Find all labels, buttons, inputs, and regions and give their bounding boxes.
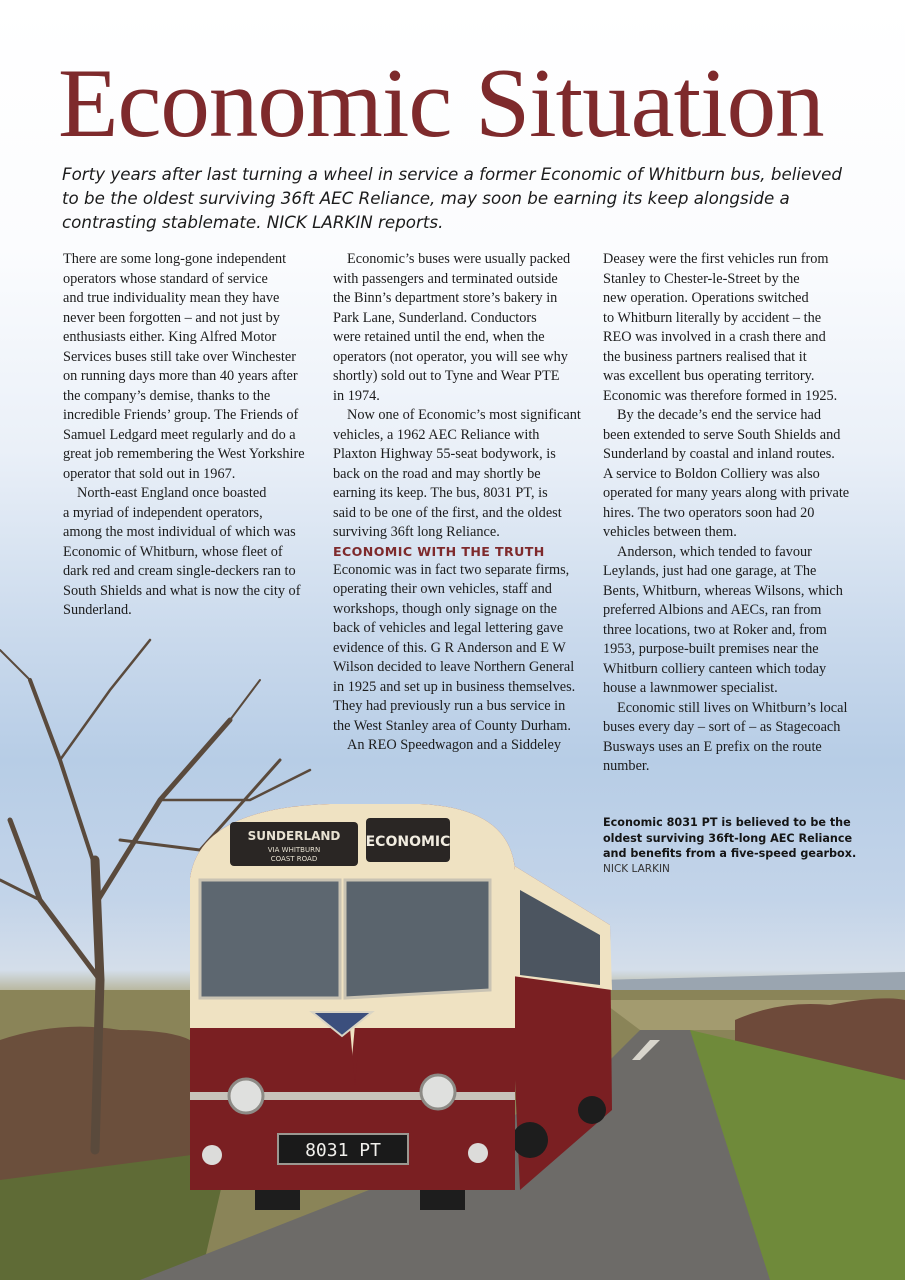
windscreen-right <box>345 880 490 998</box>
caption-line: Economic 8031 PT is believed to be the <box>603 816 851 829</box>
front-wheel-left <box>255 1190 300 1210</box>
text-line: with passengers and terminated outside <box>333 270 558 287</box>
text-line: Stanley to Chester-le-Street by the <box>603 270 800 287</box>
text-line: the West Stanley area of County Durham. <box>333 717 571 734</box>
text-line: Park Lane, Sunderland. Conductors <box>333 309 537 326</box>
registration-text: 8031 PT <box>305 1140 381 1161</box>
headlamp-left <box>229 1079 263 1113</box>
windscreen-left <box>200 880 340 998</box>
text-line: Anderson, which tended to favour <box>617 543 812 560</box>
text-line: operating their own vehicles, staff and <box>333 581 552 597</box>
text-line: enthusiasts either. King Alfred Motor <box>63 329 277 345</box>
text-line: Busways uses an E prefix on the route <box>603 738 822 755</box>
text-line: buses every day – sort of – as Stagecoach <box>603 719 841 735</box>
text-line: new operation. Operations switched <box>603 290 809 306</box>
text-line: hires. The two operators soon had 20 <box>603 504 815 521</box>
front-wheel-right <box>420 1190 465 1210</box>
text-line: evidence of this. G R Anderson and E W <box>333 639 566 656</box>
text-line: in 1974. <box>333 387 380 404</box>
text-line: operator that sold out in 1967. <box>63 465 236 482</box>
text-line: back on the road and may shortly be <box>333 465 541 482</box>
text-line: REO was involved in a crash there and <box>603 329 826 345</box>
text-line: They had previously run a bus service in <box>333 698 566 714</box>
text-line: An REO Speedwagon and a Siddeley <box>347 737 562 753</box>
text-line: incredible Friends’ group. The Friends of <box>63 407 299 423</box>
text-line: shortly) sold out to Tyne and Wear PTE <box>333 368 560 384</box>
fleet-name: ECONOMIC <box>365 834 451 850</box>
bus-back-wheel <box>578 1096 606 1124</box>
text-line: vehicles between them. <box>603 524 737 540</box>
destination-line-2: VIA WHITBURN <box>267 846 321 854</box>
caption-line: oldest surviving 36ft-long AEC Reliance <box>603 831 853 845</box>
text-line: on running days more than 40 years after <box>63 368 298 384</box>
text-line: and true individuality mean they have <box>63 290 280 306</box>
text-line: Leylands, just had one garage, at The <box>603 563 817 579</box>
paragraph <box>603 543 863 699</box>
text-line: North-east England once boasted <box>77 485 267 501</box>
text-line: operated for many years along with private <box>603 485 850 501</box>
article-title: Economic Situation <box>58 49 824 158</box>
text-line: back of vehicles and legal lettering gave <box>333 620 564 636</box>
text-line: were retained until the end, when the <box>333 329 545 345</box>
text-line: operators whose standard of service <box>63 270 268 287</box>
paragraph <box>333 250 588 406</box>
text-line: Economic still lives on Whitburn’s local <box>617 699 848 716</box>
photo-credit: NICK LARKIN <box>603 862 670 875</box>
paragraph <box>333 561 588 737</box>
paragraph <box>63 484 313 621</box>
text-line: Wilson decided to leave Northern General <box>333 659 575 675</box>
text-line: workshops, though only signage on the <box>333 600 557 617</box>
paragraph <box>603 699 863 777</box>
destination-line-3: COAST ROAD <box>270 855 318 863</box>
text-line: Economic was in fact two separate firms, <box>333 561 570 578</box>
text-line: was excellent bus operating territory. <box>603 368 815 384</box>
column-1 <box>63 250 313 621</box>
text-line: three locations, two at Roker and, from <box>603 621 827 638</box>
bus-rear-wheel <box>512 1122 548 1158</box>
text-line: the Binn’s department store’s bakery in <box>333 290 558 306</box>
text-line: By the decade’s end the service had <box>617 407 822 423</box>
text-line: Bents, Whitburn, whereas Wilsons, which <box>603 582 843 599</box>
column-2 <box>333 250 588 756</box>
text-line: preferred Albions and AECs, ran from <box>603 602 822 618</box>
text-line: There are some long-gone independent <box>63 251 287 267</box>
text-line: Now one of Economic’s most significant <box>347 407 581 423</box>
text-line: Economic was therefore formed in 1925. <box>603 387 838 404</box>
headlamp-right <box>421 1075 455 1109</box>
text-line: the company’s demise, thanks to the <box>63 387 271 404</box>
foglamp-left <box>202 1145 222 1165</box>
text-line: Samuel Ledgard meet regularly and do a <box>63 426 296 443</box>
paragraph <box>63 250 313 484</box>
text-line: Economic of Whitburn, whose fleet of <box>63 543 283 560</box>
text-line: to Whitburn literally by accident – the <box>603 309 822 326</box>
text-line: said to be one of the first, and the oldest <box>333 504 562 521</box>
text-line: among the most individual of which was <box>63 524 296 540</box>
text-line: been extended to serve South Shields and <box>603 426 841 443</box>
destination-line-1: SUNDERLAND <box>247 829 341 843</box>
text-line: Plaxton Highway 55-seat bodywork, is <box>333 446 556 462</box>
paragraph <box>333 406 588 543</box>
text-line: 1953, purpose-built premises near the <box>603 641 819 657</box>
paragraph <box>603 406 863 543</box>
text-line: Whitburn colliery canteen which today <box>603 660 827 677</box>
standfirst: Forty years after last turning a wheel in service a former Economic of Whitburn bus, believed to be the oldest surviving 36ft AEC Reliance, may soon be earning its keep alongside a contrasting stablemate. NICK LARKIN reports. <box>62 164 843 232</box>
text-line: Services buses still take over Winchester <box>63 348 297 365</box>
text-line: great job remembering the West Yorkshire <box>63 446 305 462</box>
column-3 <box>603 250 863 777</box>
text-line: dark red and cream single-deckers ran to <box>63 563 296 579</box>
text-line: a myriad of independent operators, <box>63 504 263 521</box>
text-line: operators (not operator, you will see why <box>333 348 568 365</box>
foglamp-right <box>468 1143 488 1163</box>
text-line: house a lawnmower specialist. <box>603 680 778 696</box>
text-line: the business partners realised that it <box>603 348 807 365</box>
text-line: in 1925 and set up in business themselves. <box>333 678 576 695</box>
caption-line: and benefits from a five-speed gearbox. <box>603 847 857 860</box>
text-line: South Shields and what is now the city of <box>63 582 301 599</box>
text-line: never been forgotten – and not just by <box>63 309 280 326</box>
text-line: earning its keep. The bus, 8031 PT, is <box>333 485 548 501</box>
section-subhead: ECONOMIC WITH THE TRUTH <box>333 543 545 559</box>
text-line: vehicles, a 1962 AEC Reliance with <box>333 426 540 443</box>
text-line: number. <box>603 758 650 774</box>
text-line: Deasey were the first vehicles run from <box>603 251 829 267</box>
text-line: A service to Boldon Colliery was also <box>603 465 820 482</box>
text-line: Sunderland. <box>63 602 132 618</box>
paragraph <box>603 250 863 406</box>
text-line: surviving 36ft long Reliance. <box>333 524 500 540</box>
photo-caption <box>603 815 863 877</box>
text-line: Economic’s buses were usually packed <box>347 251 571 267</box>
text-line: Sunderland by coastal and inland routes. <box>603 446 835 462</box>
paragraph <box>333 736 588 756</box>
